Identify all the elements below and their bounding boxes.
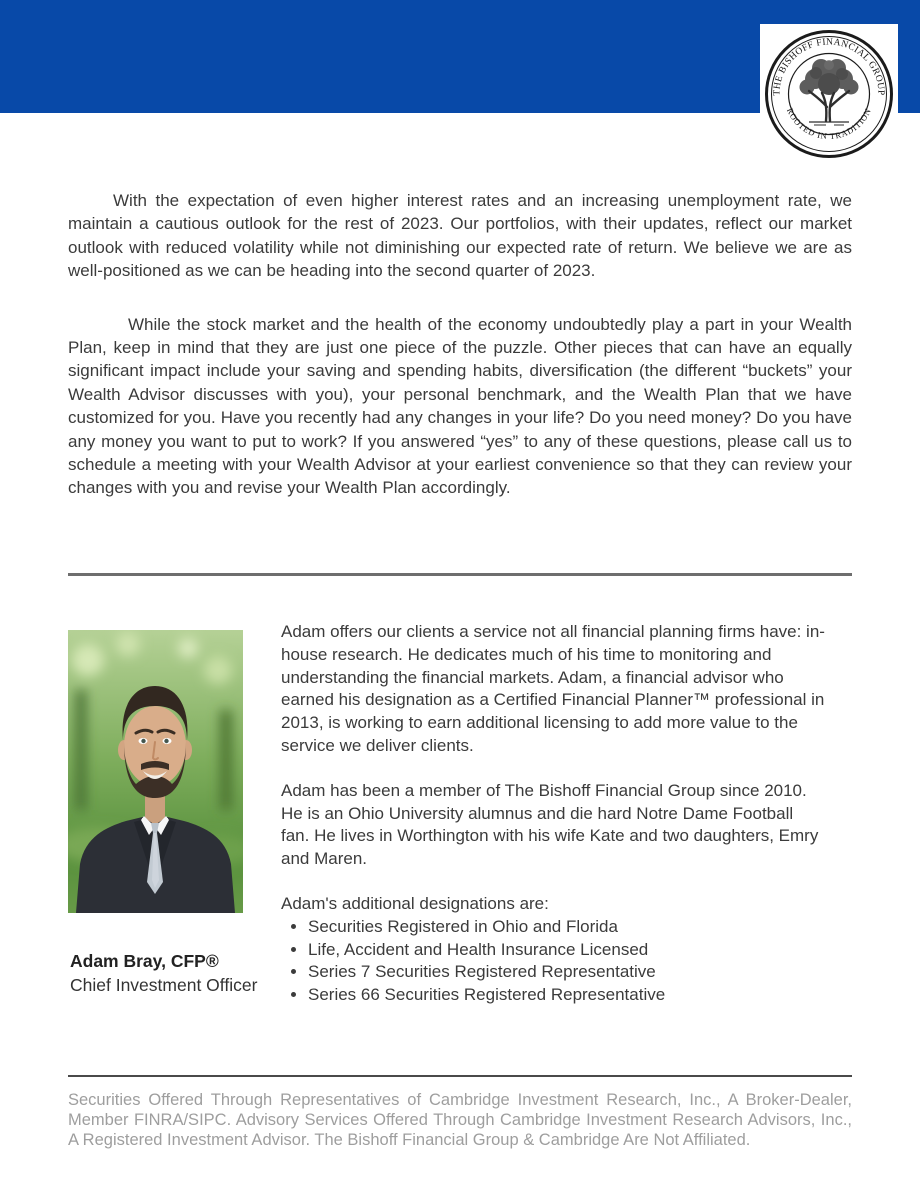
advisor-title: Chief Investment Officer bbox=[70, 975, 258, 995]
designations-label: Adam's additional designations are: bbox=[281, 893, 549, 913]
intro-paragraph-2: While the stock market and the health of the economy undoubtedly play a part in your Wealth Plan, keep in mind that they are just one piece of the puzzle. Other pieces that can have an equally significant impact include your saving and spending habits, diversification (the different “buckets” your Wealth Advisor discusses with you), your personal benchmark, and the Wealth Plan that we have customized for you. Have you recently had any changes in your life? Do you need money? Do you have any money you want to put to work? If you answered “yes” to any of these questions, please call us to schedule a meeting with your Wealth Advisor at your earliest convenience so that they can review your changes with you and revise your Wealth Plan accordingly. bbox=[68, 314, 852, 498]
bio-text-column bbox=[281, 621, 826, 1007]
logo-arc-bottom-text: ROOTED IN TRADITION bbox=[784, 106, 874, 142]
designations-list bbox=[281, 916, 826, 1007]
footer-disclaimer: Securities Offered Through Representatives of Cambridge Investment Research, Inc., A Broker-Dealer, Member FINRA/SIPC. Advisory Services Offered Through Cambridge Investment Research Advisors, Inc., A Registered Investment Advisor. The Bishoff Financial Group & Cambridge Are Not Affiliated. bbox=[68, 1091, 852, 1149]
designation-item: • Series 66 Securities Registered Representative bbox=[308, 984, 826, 1007]
designation-item: • Securities Registered in Ohio and Florida bbox=[308, 916, 826, 939]
intro-section bbox=[68, 189, 852, 500]
designation-item: • Life, Accident and Health Insurance Licensed bbox=[308, 939, 826, 962]
intro-paragraph-1: With the expectation of even higher interest rates and an increasing unemployment rate, we maintain a cautious outlook for the rest of 2023. Our portfolios, with their updates, reflect our market outlook with reduced volatility while not diminishing our expected rate of return. We believe we are as well-positioned as we can be heading into the second quarter of 2023. bbox=[68, 191, 852, 281]
bio-paragraph-2: Adam has been a member of The Bishoff Financial Group since 2010. He is an Ohio University alumnus and die hard Notre Dame Football fan. He lives in Worthington with his wife Kate and two daughters, Emry and Maren. bbox=[281, 780, 819, 869]
bio-left-column bbox=[68, 621, 258, 997]
adam-bray-photo bbox=[68, 630, 243, 913]
designation-item: • Series 7 Securities Registered Representative bbox=[308, 961, 826, 984]
bishoff-seal-icon bbox=[764, 29, 894, 159]
footer-divider bbox=[68, 1075, 852, 1077]
logo-arc-top-text: THE BISHOFF FINANCIAL GROUP bbox=[772, 37, 886, 96]
advisor-name: Adam Bray, CFP® bbox=[70, 951, 219, 971]
company-logo bbox=[760, 24, 898, 174]
advisor-bio-section bbox=[68, 621, 852, 1007]
section-divider bbox=[68, 573, 852, 576]
bio-paragraph-1: Adam offers our clients a service not all financial planning firms have: in-house research. He dedicates much of his time to monitoring and understanding the financial markets. Adam, a financial advisor who earned his designation as a Certified Financial Planner™ professional in 2013, is working to earn additional licensing to add more value to the service we deliver clients. bbox=[281, 622, 825, 755]
